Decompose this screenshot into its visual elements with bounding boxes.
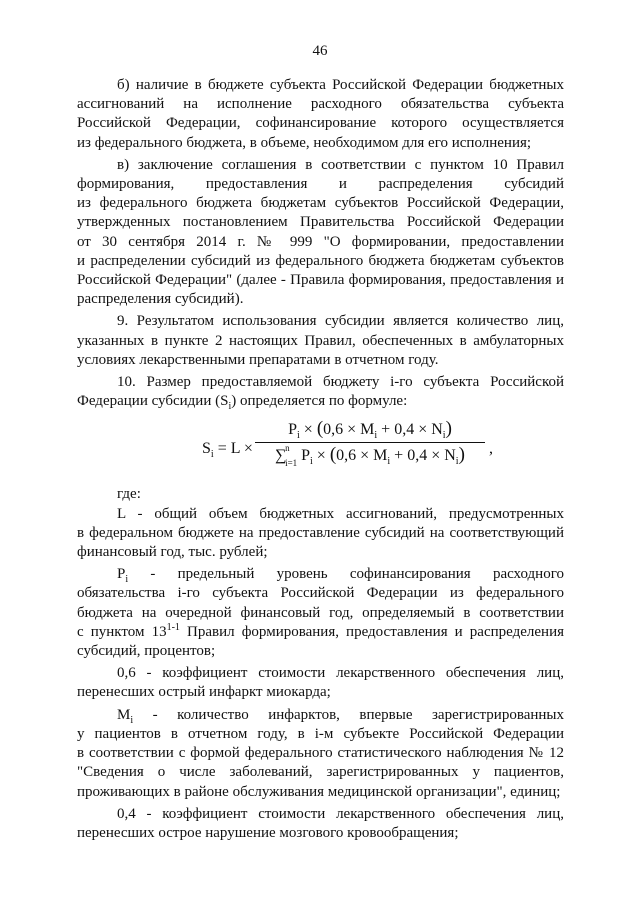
formula-denominator: ∑ n i=1 $P_i \times (0,6 \times M_i + 0,4 \times N_i)$	[275, 443, 465, 469]
text-line: перенесших острое нарушение мозгового кровообращения;	[77, 824, 459, 841]
text-line: распределения субсидий).	[77, 291, 244, 308]
text-line: 0,4 - коэффициент стоимости лекарственного обеспечения лиц,	[117, 805, 564, 822]
text-line: Федерации субсидии $(S_i)$ определяется по формуле:	[77, 393, 408, 413]
text-line: "Сведения о числе заболеваний, зарегистрированных у пациентов,	[77, 764, 564, 781]
formula-fraction	[255, 418, 485, 469]
text-line: утвержденных постановлением Правительства Российской Федерации	[77, 214, 564, 231]
paragraph-10	[77, 373, 564, 411]
text-line: от 30 сентября 2014 г. № 999 "О формировании, предоставлении	[77, 233, 564, 250]
text-line: в) заключение соглашения в соответствии с пунктом 10 Правил	[117, 156, 564, 173]
paragraph-9	[77, 312, 564, 370]
text-line: Российской Федерации" (далее - Правила формирования, предоставления и	[77, 272, 564, 289]
text-line: проживающих в районе обслуживания медицинской организации", единиц;	[77, 783, 561, 800]
text-line: из федерального бюджета, в объеме, необходимом для его исполнения;	[77, 134, 532, 151]
where-label: где:	[117, 486, 141, 503]
formula-lhs: $S_i = L$ ×	[202, 440, 253, 461]
text-line: формирования, предоставления и распределения субсидий	[77, 176, 564, 193]
text-line: ассигнований на исполнение расходного обязательства субъекта	[77, 96, 564, 113]
text-line: и распределении субсидий из федерального бюджета бюджетам субъектов	[77, 252, 564, 269]
definition-Pi	[77, 565, 564, 661]
text-line: указанных в пункте 2 настоящих Правил, обеспеченных в амбулаторных	[77, 332, 564, 349]
text-line: 10. Размер предоставляемой бюджету i-го субъекта Российской	[117, 374, 564, 391]
definition-L	[77, 505, 564, 563]
text-line: L - общий объем бюджетных ассигнований, предусмотренных	[117, 505, 564, 522]
text-line: 9. Результатом использования субсидии является количество лиц,	[117, 313, 564, 330]
text-line: в соответствии с формой федерального статистического наблюдения № 12	[77, 745, 564, 762]
text-line: субсидий, процентов;	[77, 643, 216, 660]
subsidy-formula: $S_i = L$ × $P_i \times (0,6 \times M_i + 0,4 \times N_i)$ ∑ n i=1 $P_i \times (0,6 \times M_i + 0,4 \times N_i)$ ,	[202, 418, 493, 469]
definition-Mi	[77, 706, 564, 802]
text-line: б) наличие в бюджете субъекта Российской Федерации бюджетных	[117, 77, 564, 93]
paragraph-v	[77, 156, 564, 310]
text-line: с пунктом 13$^{1-1}$ Правил формирования, предоставления и распределения	[77, 621, 565, 640]
document-body	[77, 76, 564, 843]
paragraph-b	[77, 76, 564, 153]
text-line: бюджета на очередной финансовый год, определяемый в соответствии	[77, 604, 564, 621]
text-line: обязательства i-го субъекта Российской Федерации из федерального	[77, 585, 564, 602]
text-line: финансовый год, тыс. рублей;	[77, 544, 268, 561]
text-line: 0,6 - коэффициент стоимости лекарственного обеспечения лиц,	[117, 665, 564, 682]
text-line: $M_i$ - количество инфарктов, впервые зарегистрированных	[117, 706, 564, 726]
text-line: из федерального бюджета бюджетам субъектов Российской Федерации,	[77, 195, 564, 212]
text-line: Российской Федерации, софинансирование которого осуществляется	[77, 115, 564, 132]
text-line: $P_i$ - предельный уровень софинансирования расходного	[117, 566, 564, 586]
page-number: 46	[312, 43, 328, 59]
definition-k06	[77, 664, 564, 702]
definition-k04	[77, 805, 564, 843]
text-line: перенесших острый инфаркт миокарда;	[77, 684, 331, 701]
text-line: условиях лекарственными препаратами в отчетном году.	[77, 351, 439, 368]
text-line: в федеральном бюджете на предоставление субсидий на соответствующий	[77, 524, 564, 541]
text-line: у пациентов в отчетном году, в i-м субъекте Российской Федерации	[77, 725, 564, 742]
formula-numerator: $P_i \times (0,6 \times M_i + 0,4 \times N_i)$	[288, 418, 452, 442]
